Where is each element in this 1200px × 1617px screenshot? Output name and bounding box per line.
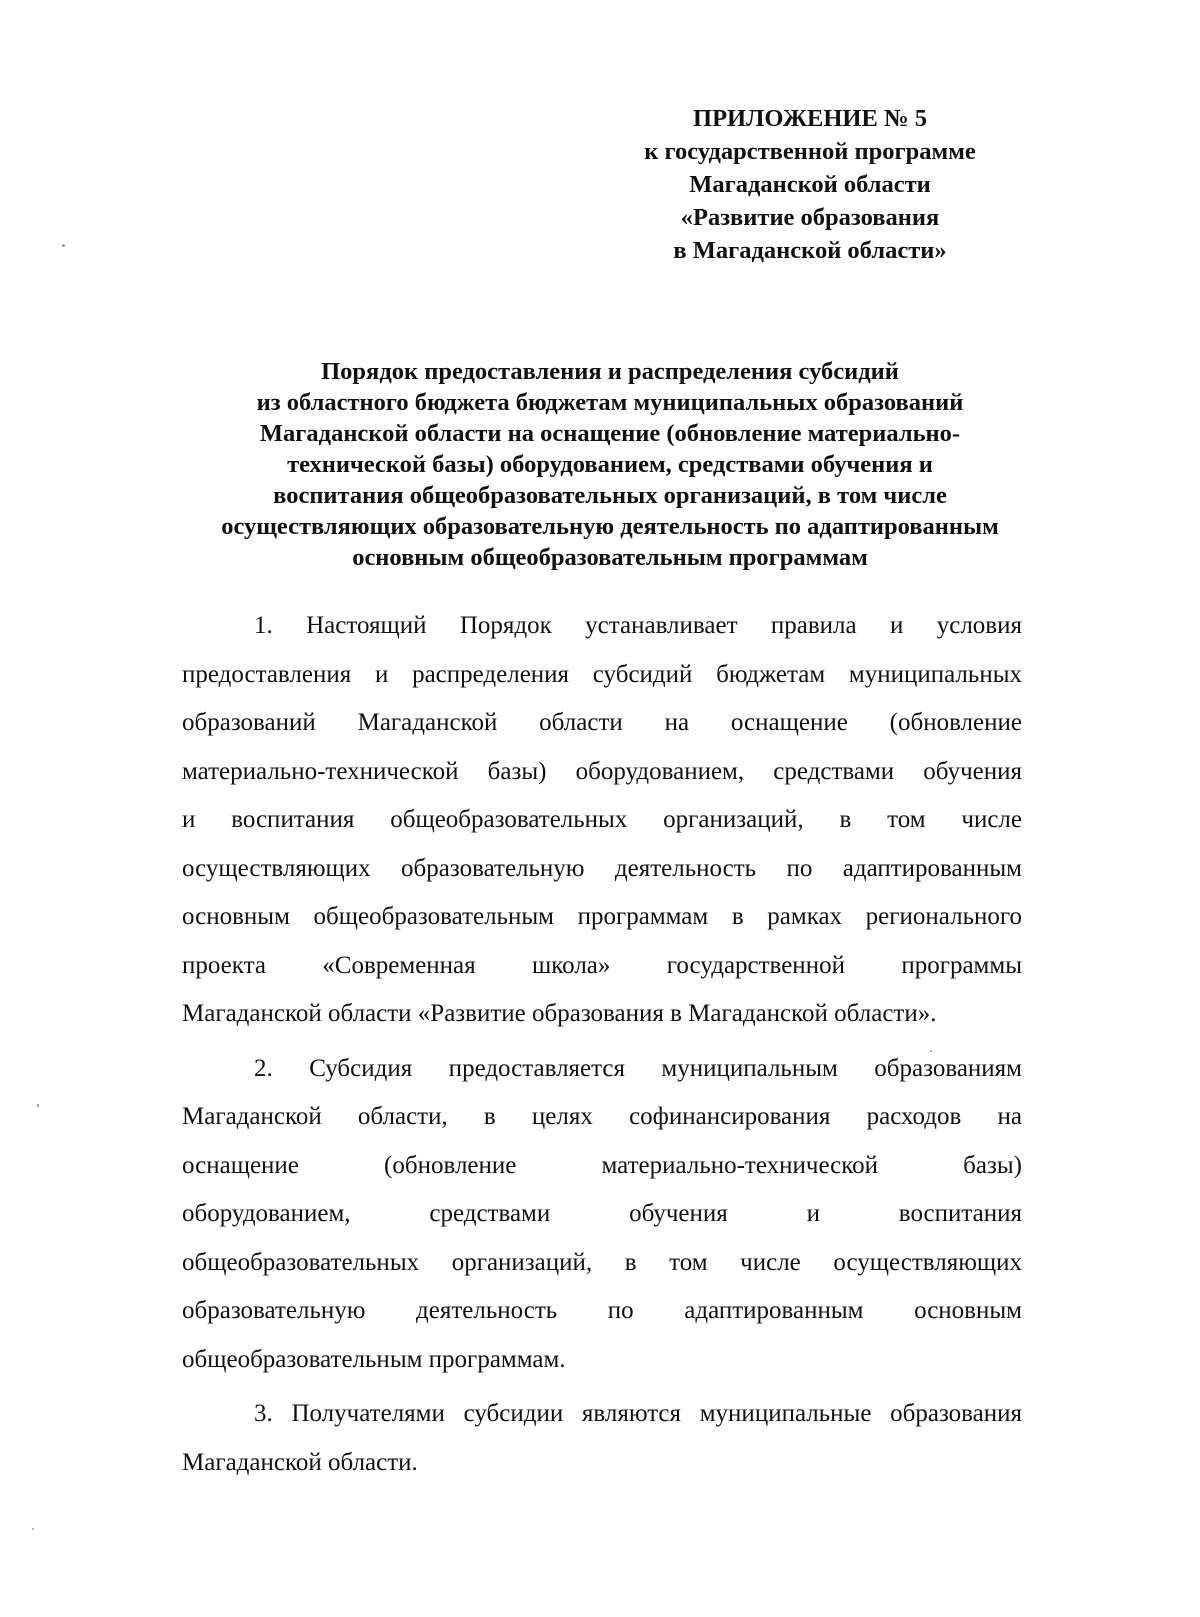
title-line: воспитания общеобразовательных организаций, в том числе: [273, 482, 947, 509]
paragraph-1: [182, 602, 1022, 1039]
scan-speck: [32, 1528, 34, 1530]
body-line: материально-технической базы) оборудованием, средствами обучения: [182, 757, 1022, 785]
appendix-number: ПРИЛОЖЕНИЕ № 5: [693, 105, 927, 132]
title-line: Порядок предоставления и распределения субсидий: [321, 358, 899, 385]
title-line: технической базы) оборудованием, средствами обучения и: [287, 451, 933, 478]
appendix-header: [600, 102, 1020, 267]
appendix-line: к государственной программе: [644, 138, 976, 165]
body-line: оборудованием, средствами обучения и воспитания: [182, 1200, 1022, 1227]
document-body: [182, 602, 1022, 1487]
body-line: образований Магаданской области на оснащение (обновление: [182, 709, 1022, 736]
body-line: образовательную деятельность по адаптированным основным: [182, 1297, 1022, 1324]
body-line: основным общеобразовательным программам в рамках регионального: [182, 903, 1022, 930]
scan-speck: [62, 244, 65, 247]
title-line: из областного бюджета бюджетам муниципальных образований: [256, 389, 964, 416]
appendix-line: Магаданской области: [689, 171, 931, 198]
body-line: проекта «Современная школа» государственной программы: [182, 951, 1022, 979]
scan-speck: [37, 1104, 39, 1107]
paragraph-2: [182, 1045, 1022, 1385]
scan-speck: [930, 1050, 932, 1052]
body-line: оснащение (обновление материально-технической базы): [182, 1151, 1022, 1179]
appendix-line: в Магаданской области»: [673, 237, 947, 264]
title-line: основным общеобразовательным программам: [352, 544, 868, 571]
appendix-line: «Развитие образования: [680, 204, 940, 231]
body-line: 3. Получателями субсидии являются муниципальные образования: [254, 1400, 1022, 1427]
body-line: осуществляющих образовательную деятельность по адаптированным: [182, 854, 1022, 882]
paragraph-3: [182, 1390, 1022, 1487]
title-line: осуществляющих образовательную деятельность по адаптированным: [221, 513, 999, 540]
title-line: Магаданской области на оснащение (обновление материально-: [259, 420, 961, 447]
body-line: и воспитания общеобразовательных организаций, в том числе: [182, 806, 1022, 833]
body-line: Магаданской области.: [182, 1448, 418, 1476]
body-line: предоставления и распределения субсидий бюджетам муниципальных: [182, 660, 1022, 688]
body-line: 1. Настоящий Порядок устанавливает правила и условия: [254, 612, 1022, 639]
body-line: Магаданской области, в целях софинансирования расходов на: [182, 1103, 1022, 1130]
body-line: 2. Субсидия предоставляется муниципальным образованиям: [254, 1054, 1022, 1082]
body-line: общеобразовательных организаций, в том числе осуществляющих: [182, 1248, 1022, 1276]
body-line: общеобразовательным программам.: [182, 1345, 566, 1373]
document-title: [150, 356, 1070, 573]
body-line: Магаданской области «Развитие образования в Магаданской области».: [182, 1000, 937, 1027]
